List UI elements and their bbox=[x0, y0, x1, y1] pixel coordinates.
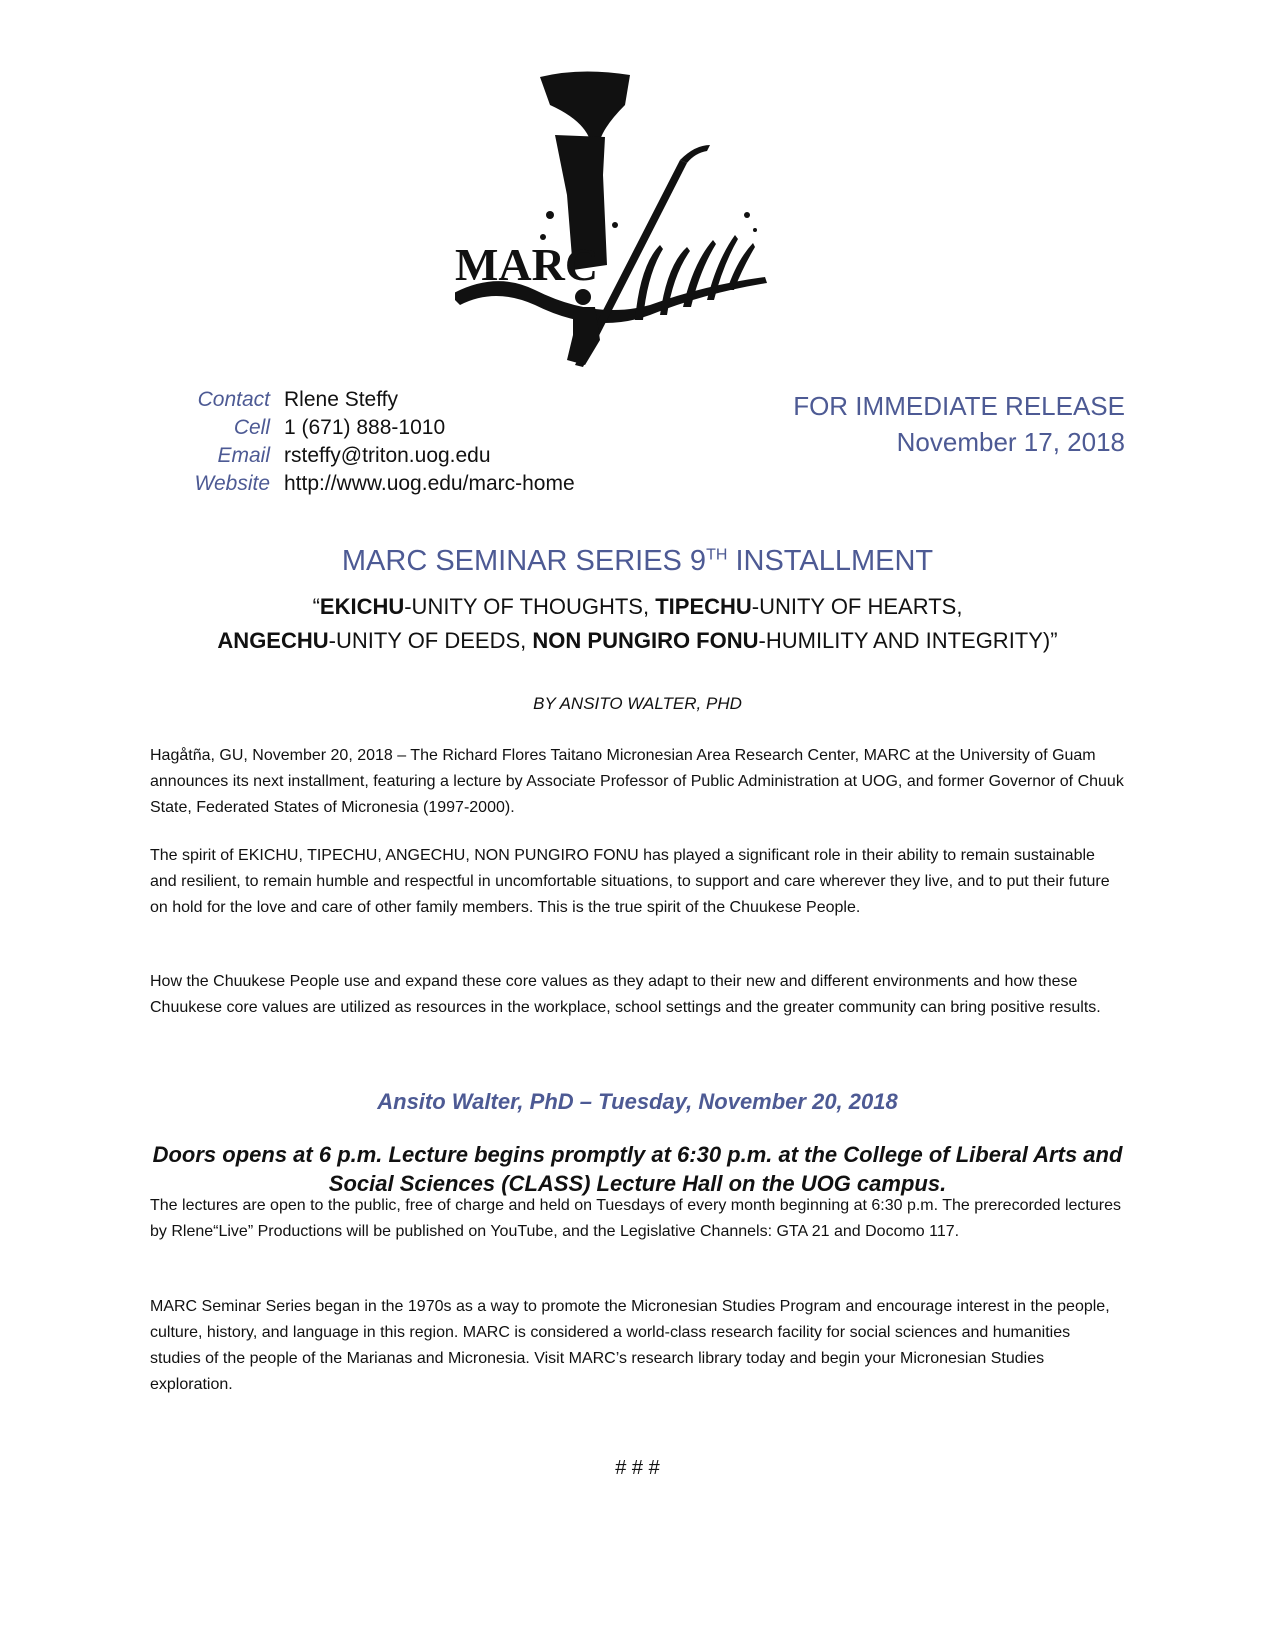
event-details: Doors opens at 6 p.m. Lecture begins promptly at 6:30 p.m. at the College of Liberal Arts and Social Sciences (CLASS) Lecture Hall on the UOG campus. bbox=[152, 1142, 1123, 1196]
contact-block bbox=[150, 386, 575, 498]
title-end: INSTALLMENT bbox=[727, 545, 934, 577]
contact-label: Contact bbox=[197, 388, 270, 411]
term-angechu: ANGECHU bbox=[217, 628, 329, 653]
event-heading: Ansito Walter, PhD – Tuesday, November 20, 2018 bbox=[377, 1089, 898, 1114]
website-label: Website bbox=[194, 472, 270, 495]
byline: BY ANSITO WALTER, PHD bbox=[533, 694, 742, 713]
release-date: November 17, 2018 bbox=[896, 427, 1125, 457]
title-superscript: TH bbox=[706, 546, 728, 564]
contact-name: Rlene Steffy bbox=[284, 388, 399, 411]
email-address: rsteffy@triton.uog.edu bbox=[284, 444, 491, 467]
term-non-pungiro-fonu: NON PUNGIRO FONU bbox=[532, 628, 759, 653]
quote-open: “ bbox=[312, 594, 320, 619]
release-label: FOR IMMEDIATE RELEASE bbox=[793, 391, 1125, 421]
end-mark: # # # bbox=[615, 1457, 660, 1479]
paragraph-about-marc: MARC Seminar Series began in the 1970s as a way to promote the Micronesian Studies Program and encourage interest in the people, culture, history, and language in this region. MARC is considered a world-class research facility for social sciences and humanities studies of the people of the Marianas and Micronesia. Visit MARC’s research library today and begin your Micronesian Studies exploration. bbox=[150, 1298, 1110, 1393]
paragraph-lectures: The lectures are open to the public, free of charge and held on Tuesdays of every month beginning at 6:30 p.m. The prerecorded lectures by Rlene“Live” Productions will be published on YouTube, and the Legislative Channels: GTA 21 and Docomo 117. bbox=[150, 1197, 1121, 1240]
marc-logo bbox=[455, 65, 815, 385]
paragraph-intro: Hagåtña, GU, November 20, 2018 – The Richard Flores Taitano Micronesian Area Research Center, MARC at the University of Guam announces its next installment, featuring a lecture by Associate Professor of Public Administration at UOG, and former Governor of Chuuk State, Federated States of Micronesia (1997-2000). bbox=[150, 747, 1124, 816]
email-label: Email bbox=[217, 444, 270, 467]
page-title bbox=[0, 545, 1275, 578]
def-tipechu: -UNITY OF HEARTS, bbox=[751, 594, 963, 619]
paragraph-values: How the Chuukese People use and expand these core values as they adapt to their new and different environments and how these Chuukese core values are utilized as resources in the workplace, school settings and the greater community can bring positive results. bbox=[150, 973, 1101, 1016]
def-angechu: -UNITY OF DEEDS, bbox=[328, 628, 533, 653]
cell-number: 1 (671) 888-1010 bbox=[284, 416, 446, 439]
title-main: MARC SEMINAR SERIES 9 bbox=[341, 545, 707, 577]
website-url: http://www.uog.edu/marc-home bbox=[284, 472, 575, 495]
paragraph-spirit: The spirit of EKICHU, TIPECHU, ANGECHU, NON PUNGIRO FONU has played a significant role in their ability to remain sustainable and resilient, to remain humble and respectful in uncomfortable situations, to support and care wherever they live, and to put their future on hold for the love and care of other family members. This is the true spirit of the Chuukese People. bbox=[150, 847, 1110, 916]
term-ekichu: EKICHU bbox=[319, 594, 405, 619]
lecture-subtitle bbox=[0, 590, 1275, 658]
term-tipechu: TIPECHU bbox=[655, 594, 752, 619]
def-ekichu: -UNITY OF THOUGHTS, bbox=[404, 594, 656, 619]
cell-label: Cell bbox=[233, 416, 270, 439]
def-non-pungiro-fonu: -HUMILITY AND INTEGRITY)” bbox=[758, 628, 1058, 653]
release-block bbox=[793, 388, 1125, 460]
logo-text: MARC bbox=[455, 239, 599, 290]
